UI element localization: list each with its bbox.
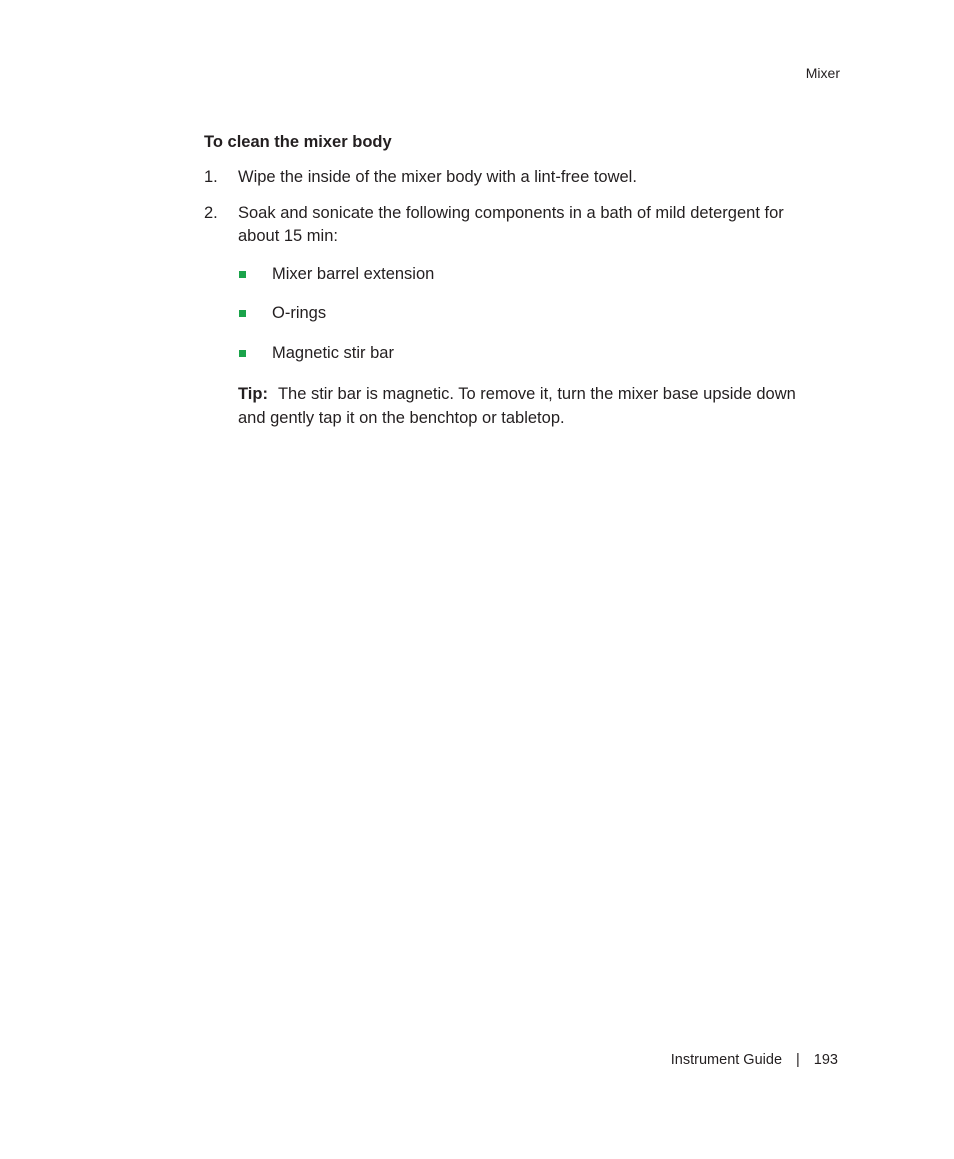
list-item [238,342,394,365]
book-title: Instrument Guide [670,1052,783,1068]
square-bullet-icon [239,350,246,357]
tip-note [238,382,798,430]
list-item [238,302,326,325]
list-item-label: Magnetic stir bar [272,344,394,362]
tip-label: Tip: [238,385,268,403]
square-bullet-icon [239,271,246,278]
step-1 [204,166,824,189]
step-2 [204,202,824,248]
footer-separator: | [796,1052,800,1068]
square-bullet-icon [239,310,246,317]
list-item-label: O-rings [272,304,327,322]
running-header: Mixer [805,65,840,81]
tip-text: The stir bar is magnetic. To remove it, turn the mixer base upside down and gently tap it on the benchtop or tabletop. [238,385,796,427]
list-item [238,263,434,286]
step-text: Wipe the inside of the mixer body with a lint-free towel. [238,168,637,186]
page-number: 193 [813,1052,838,1068]
list-item-label: Mixer barrel extension [272,265,435,283]
step-number: 1. [204,168,218,186]
page-footer [671,1051,838,1069]
step-number: 2. [204,204,218,222]
step-text: Soak and sonicate the following components in a bath of mild detergent for about 15 min: [238,204,784,245]
section-heading: To clean the mixer body [204,133,392,151]
